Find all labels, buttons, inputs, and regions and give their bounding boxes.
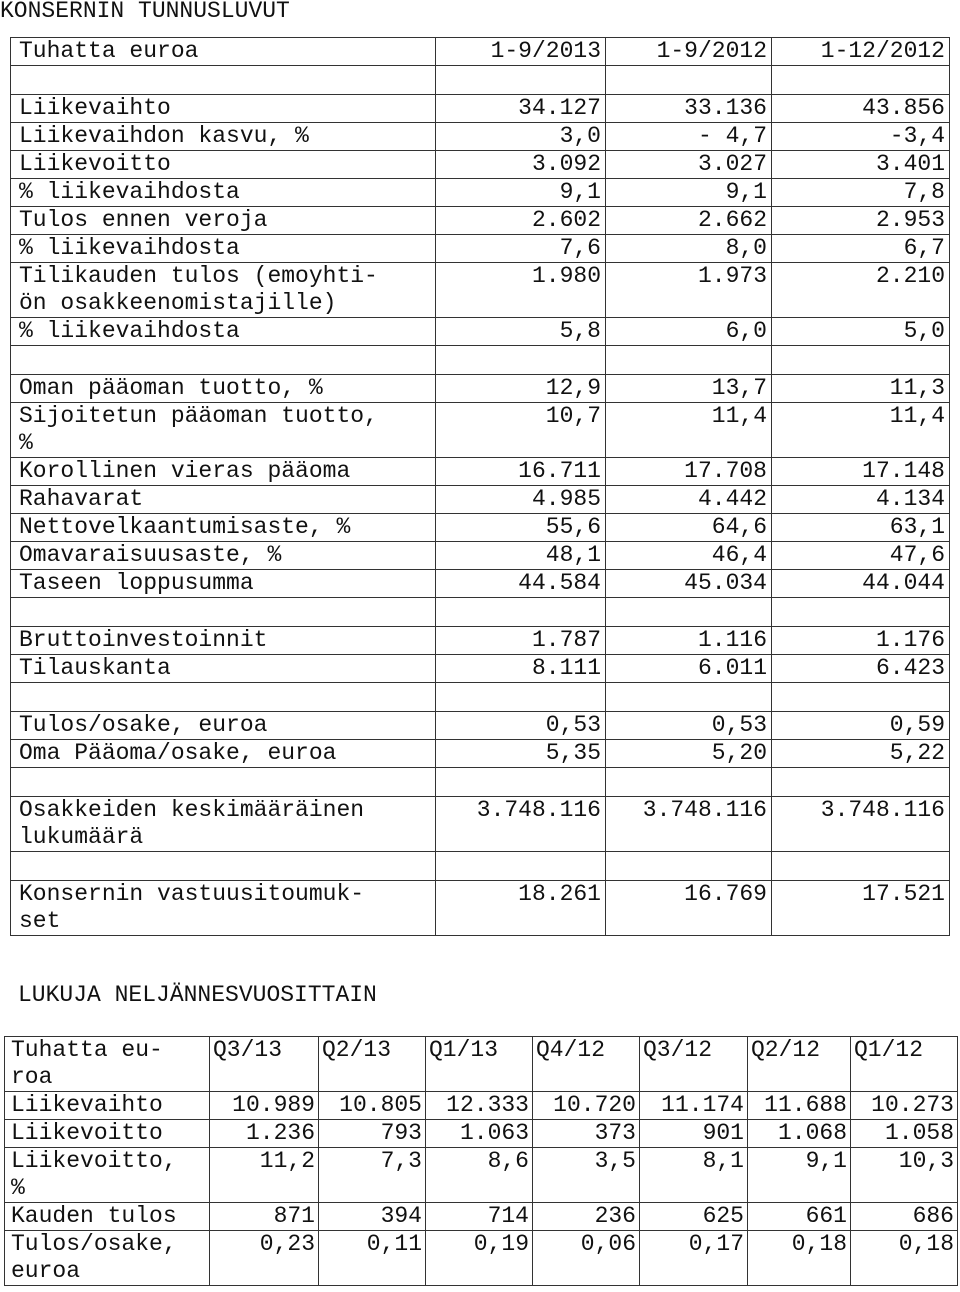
table-row	[11, 235, 950, 263]
value-cell: 8,6	[426, 1148, 533, 1203]
empty-cell	[772, 346, 950, 375]
section-title-key-figures: KONSERNIN TUNNUSLUVUT	[0, 0, 290, 24]
table-row	[5, 1203, 958, 1231]
value-cell: 7,6	[436, 235, 606, 263]
row-label-cell: Korollinen vieras pääoma	[11, 458, 436, 486]
row-label-cell: % liikevaihdosta	[11, 318, 436, 346]
table-row	[11, 179, 950, 207]
value-cell: 0,53	[606, 712, 772, 740]
table-row	[11, 881, 950, 936]
value-cell: 0,06	[533, 1231, 640, 1286]
value-cell: 4.985	[436, 486, 606, 514]
row-label-cell: Sijoitetun pääoman tuotto, %	[11, 403, 436, 458]
value-cell: 1.116	[606, 627, 772, 655]
header-period-cell: 1-9/2013	[436, 38, 606, 66]
header-quarter-cell: Q2/13	[319, 1037, 426, 1092]
empty-cell	[11, 683, 436, 712]
row-label-cell: Osakkeiden keskimääräinen lukumäärä	[11, 797, 436, 852]
value-cell: 3.748.116	[772, 797, 950, 852]
value-cell: 1.068	[748, 1120, 851, 1148]
row-label-cell: Liikevaihto	[5, 1092, 210, 1120]
value-cell: 17.521	[772, 881, 950, 936]
value-cell: 16.711	[436, 458, 606, 486]
empty-cell	[11, 852, 436, 881]
value-cell: 6,7	[772, 235, 950, 263]
value-cell: 0,18	[748, 1231, 851, 1286]
value-cell: 11.688	[748, 1092, 851, 1120]
header-label-cell: Tuhatta eu- roa	[5, 1037, 210, 1092]
empty-cell	[11, 598, 436, 627]
header-quarter-cell: Q1/12	[851, 1037, 958, 1092]
value-cell: 7,8	[772, 179, 950, 207]
value-cell: - 4,7	[606, 123, 772, 151]
value-cell: 0,19	[426, 1231, 533, 1286]
row-label-cell: Tulos/osake, euroa	[11, 712, 436, 740]
row-label-cell: Tulos/osake, euroa	[5, 1231, 210, 1286]
value-cell: 12.333	[426, 1092, 533, 1120]
table-row	[11, 375, 950, 403]
value-cell: 10,3	[851, 1148, 958, 1203]
value-cell: 63,1	[772, 514, 950, 542]
value-cell: 45.034	[606, 570, 772, 598]
table-row	[11, 207, 950, 235]
table-spacer-row	[11, 768, 950, 797]
value-cell: 33.136	[606, 95, 772, 123]
table-spacer-row	[11, 683, 950, 712]
value-cell: 34.127	[436, 95, 606, 123]
value-cell: 46,4	[606, 542, 772, 570]
row-label-cell: Liikevoitto, %	[5, 1148, 210, 1203]
table-spacer-row	[11, 346, 950, 375]
value-cell: 2.953	[772, 207, 950, 235]
value-cell: 10.989	[210, 1092, 319, 1120]
table-header-row	[11, 38, 950, 66]
empty-cell	[606, 598, 772, 627]
value-cell: 686	[851, 1203, 958, 1231]
value-cell: 47,6	[772, 542, 950, 570]
empty-cell	[11, 346, 436, 375]
row-label-cell: Bruttoinvestoinnit	[11, 627, 436, 655]
value-cell: 11,2	[210, 1148, 319, 1203]
empty-cell	[436, 852, 606, 881]
value-cell: 44.044	[772, 570, 950, 598]
value-cell: 3.748.116	[436, 797, 606, 852]
value-cell: 6,0	[606, 318, 772, 346]
row-label-cell: Liikevaihdon kasvu, %	[11, 123, 436, 151]
value-cell: 3,5	[533, 1148, 640, 1203]
value-cell: 8,1	[640, 1148, 748, 1203]
table-row	[11, 514, 950, 542]
row-label-cell: % liikevaihdosta	[11, 235, 436, 263]
table-row	[11, 263, 950, 318]
value-cell: 12,9	[436, 375, 606, 403]
key-figures-table	[10, 37, 950, 936]
value-cell: 13,7	[606, 375, 772, 403]
value-cell: 10.273	[851, 1092, 958, 1120]
empty-cell	[436, 346, 606, 375]
empty-cell	[772, 66, 950, 95]
value-cell: 17.148	[772, 458, 950, 486]
table-row	[11, 486, 950, 514]
value-cell: 17.708	[606, 458, 772, 486]
empty-cell	[11, 768, 436, 797]
table-row	[11, 403, 950, 458]
empty-cell	[606, 683, 772, 712]
empty-cell	[11, 66, 436, 95]
value-cell: 793	[319, 1120, 426, 1148]
header-period-cell: 1-9/2012	[606, 38, 772, 66]
table-row	[11, 712, 950, 740]
value-cell: 43.856	[772, 95, 950, 123]
value-cell: 1.063	[426, 1120, 533, 1148]
value-cell: -3,4	[772, 123, 950, 151]
value-cell: 0,53	[436, 712, 606, 740]
value-cell: 2.602	[436, 207, 606, 235]
empty-cell	[436, 66, 606, 95]
value-cell: 11,4	[606, 403, 772, 458]
table-row	[5, 1092, 958, 1120]
table-row	[11, 570, 950, 598]
value-cell: 8,0	[606, 235, 772, 263]
value-cell: 5,20	[606, 740, 772, 768]
table-row	[11, 318, 950, 346]
value-cell: 44.584	[436, 570, 606, 598]
value-cell: 2.662	[606, 207, 772, 235]
row-label-cell: Tulos ennen veroja	[11, 207, 436, 235]
table-row	[11, 627, 950, 655]
value-cell: 871	[210, 1203, 319, 1231]
header-quarter-cell: Q3/12	[640, 1037, 748, 1092]
table-row	[11, 542, 950, 570]
row-label-cell: Nettovelkaantumisaste, %	[11, 514, 436, 542]
value-cell: 0,59	[772, 712, 950, 740]
empty-cell	[606, 768, 772, 797]
value-cell: 16.769	[606, 881, 772, 936]
table-row	[11, 151, 950, 179]
row-label-cell: Konsernin vastuusitoumuk- set	[11, 881, 436, 936]
value-cell: 10.720	[533, 1092, 640, 1120]
value-cell: 9,1	[436, 179, 606, 207]
value-cell: 9,1	[606, 179, 772, 207]
table-row	[5, 1120, 958, 1148]
value-cell: 64,6	[606, 514, 772, 542]
empty-cell	[772, 598, 950, 627]
table-spacer-row	[11, 66, 950, 95]
value-cell: 4.442	[606, 486, 772, 514]
value-cell: 1.973	[606, 263, 772, 318]
row-label-cell: Tilauskanta	[11, 655, 436, 683]
row-label-cell: Omavaraisuusaste, %	[11, 542, 436, 570]
value-cell: 48,1	[436, 542, 606, 570]
value-cell: 5,0	[772, 318, 950, 346]
value-cell: 5,8	[436, 318, 606, 346]
empty-cell	[772, 768, 950, 797]
table-row	[11, 797, 950, 852]
row-label-cell: Taseen loppusumma	[11, 570, 436, 598]
empty-cell	[772, 852, 950, 881]
header-quarter-cell: Q2/12	[748, 1037, 851, 1092]
value-cell: 0,17	[640, 1231, 748, 1286]
value-cell: 236	[533, 1203, 640, 1231]
value-cell: 0,23	[210, 1231, 319, 1286]
row-label-cell: % liikevaihdosta	[11, 179, 436, 207]
table-spacer-row	[11, 852, 950, 881]
header-quarter-cell: Q4/12	[533, 1037, 640, 1092]
table-row	[11, 95, 950, 123]
value-cell: 3,0	[436, 123, 606, 151]
value-cell: 10.805	[319, 1092, 426, 1120]
row-label-cell: Liikevoitto	[11, 151, 436, 179]
table-header-row	[5, 1037, 958, 1092]
value-cell: 9,1	[748, 1148, 851, 1203]
empty-cell	[436, 768, 606, 797]
value-cell: 18.261	[436, 881, 606, 936]
row-label-cell: Oma Pääoma/osake, euroa	[11, 740, 436, 768]
value-cell: 3.401	[772, 151, 950, 179]
value-cell: 2.210	[772, 263, 950, 318]
row-label-cell: Rahavarat	[11, 486, 436, 514]
header-quarter-cell: Q1/13	[426, 1037, 533, 1092]
header-quarter-cell: Q3/13	[210, 1037, 319, 1092]
value-cell: 11.174	[640, 1092, 748, 1120]
empty-cell	[606, 346, 772, 375]
table-row	[5, 1231, 958, 1286]
empty-cell	[772, 683, 950, 712]
empty-cell	[606, 852, 772, 881]
value-cell: 6.423	[772, 655, 950, 683]
value-cell: 7,3	[319, 1148, 426, 1203]
header-period-cell: 1-12/2012	[772, 38, 950, 66]
table-row	[11, 655, 950, 683]
value-cell: 0,11	[319, 1231, 426, 1286]
value-cell: 714	[426, 1203, 533, 1231]
row-label-cell: Tilikauden tulos (emoyhti- ön osakkeenomistajille)	[11, 263, 436, 318]
empty-cell	[436, 683, 606, 712]
value-cell: 373	[533, 1120, 640, 1148]
quarterly-figures-table	[4, 1036, 958, 1286]
value-cell: 3.748.116	[606, 797, 772, 852]
row-label-cell: Kauden tulos	[5, 1203, 210, 1231]
value-cell: 3.027	[606, 151, 772, 179]
value-cell: 6.011	[606, 655, 772, 683]
value-cell: 1.980	[436, 263, 606, 318]
value-cell: 1.787	[436, 627, 606, 655]
value-cell: 5,35	[436, 740, 606, 768]
section-title-quarterly: LUKUJA NELJÄNNESVUOSITTAIN	[18, 982, 377, 1008]
header-label-cell: Tuhatta euroa	[11, 38, 436, 66]
table-row	[5, 1148, 958, 1203]
value-cell: 625	[640, 1203, 748, 1231]
value-cell: 1.058	[851, 1120, 958, 1148]
value-cell: 901	[640, 1120, 748, 1148]
value-cell: 55,6	[436, 514, 606, 542]
value-cell: 1.236	[210, 1120, 319, 1148]
table-row	[11, 123, 950, 151]
value-cell: 3.092	[436, 151, 606, 179]
empty-cell	[436, 598, 606, 627]
value-cell: 1.176	[772, 627, 950, 655]
table-spacer-row	[11, 598, 950, 627]
table-row	[11, 458, 950, 486]
value-cell: 5,22	[772, 740, 950, 768]
value-cell: 0,18	[851, 1231, 958, 1286]
value-cell: 8.111	[436, 655, 606, 683]
value-cell: 11,4	[772, 403, 950, 458]
value-cell: 394	[319, 1203, 426, 1231]
row-label-cell: Liikevoitto	[5, 1120, 210, 1148]
table-row	[11, 740, 950, 768]
row-label-cell: Oman pääoman tuotto, %	[11, 375, 436, 403]
row-label-cell: Liikevaihto	[11, 95, 436, 123]
value-cell: 661	[748, 1203, 851, 1231]
value-cell: 11,3	[772, 375, 950, 403]
value-cell: 4.134	[772, 486, 950, 514]
value-cell: 10,7	[436, 403, 606, 458]
empty-cell	[606, 66, 772, 95]
